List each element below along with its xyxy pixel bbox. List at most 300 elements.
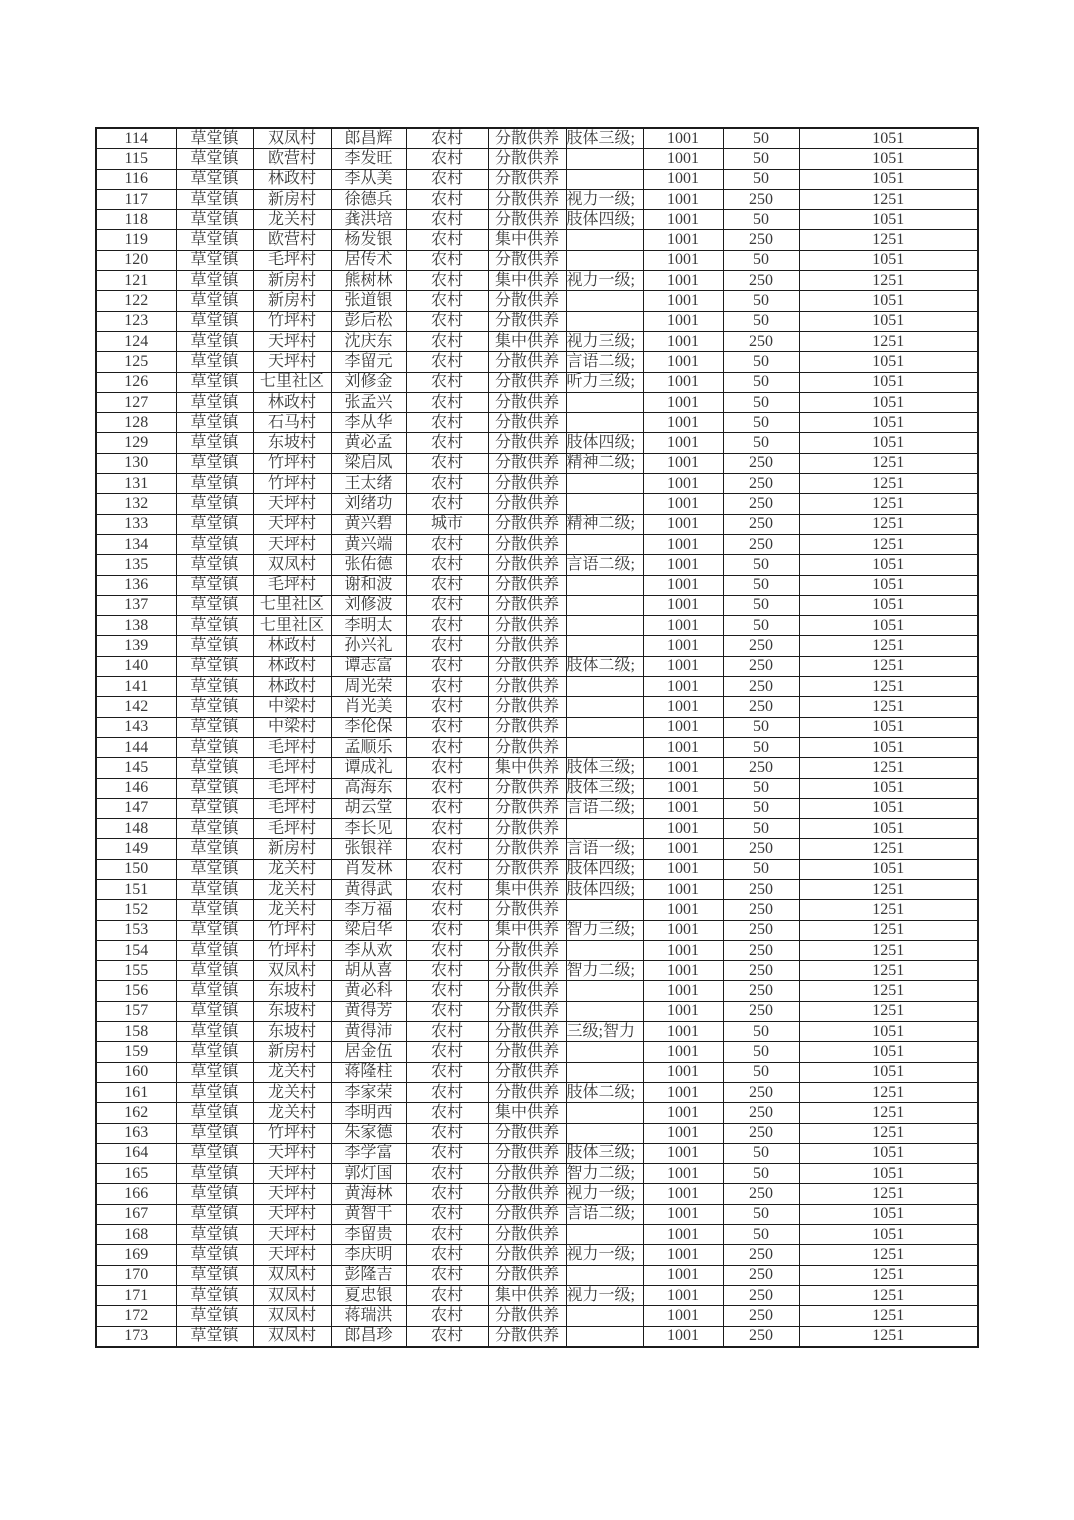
table-row [96, 1184, 978, 1204]
cell-disability: 肢体三级; [566, 128, 643, 149]
cell-disability [566, 311, 643, 331]
cell-person-name: 黄得芳 [331, 1001, 406, 1021]
cell-village: 龙关村 [253, 859, 331, 879]
cell-support-type: 分散供养 [488, 1062, 566, 1082]
cell-total: 1251 [799, 961, 978, 981]
cell-town: 草堂镇 [176, 1225, 253, 1245]
cell-base-amount: 1001 [643, 1042, 723, 1062]
cell-disability [566, 981, 643, 1001]
cell-support-type: 分散供养 [488, 575, 566, 595]
cell-person-name: 李明西 [331, 1103, 406, 1123]
cell-seq: 159 [96, 1042, 176, 1062]
cell-base-amount: 1001 [643, 291, 723, 311]
cell-subsidy: 250 [723, 900, 799, 920]
cell-area-type: 农村 [406, 1062, 488, 1082]
cell-base-amount: 1001 [643, 311, 723, 331]
cell-person-name: 孙兴礼 [331, 636, 406, 656]
cell-total: 1051 [799, 352, 978, 372]
cell-disability [566, 291, 643, 311]
cell-base-amount: 1001 [643, 352, 723, 372]
cell-village: 天坪村 [253, 514, 331, 534]
cell-support-type: 分散供养 [488, 1123, 566, 1143]
cell-person-name: 彭后松 [331, 311, 406, 331]
cell-disability [566, 1001, 643, 1021]
table-row [96, 1143, 978, 1163]
table-row [96, 677, 978, 697]
cell-town: 草堂镇 [176, 230, 253, 250]
cell-total: 1051 [799, 210, 978, 230]
cell-subsidy: 250 [723, 758, 799, 778]
cell-base-amount: 1001 [643, 392, 723, 412]
cell-support-type: 分散供养 [488, 737, 566, 757]
cell-base-amount: 1001 [643, 900, 723, 920]
cell-subsidy: 250 [723, 230, 799, 250]
cell-village: 天坪村 [253, 1225, 331, 1245]
table-row [96, 656, 978, 676]
cell-person-name: 刘绪功 [331, 494, 406, 514]
cell-area-type: 农村 [406, 859, 488, 879]
cell-area-type: 农村 [406, 271, 488, 291]
cell-area-type: 农村 [406, 1265, 488, 1285]
cell-village: 天坪村 [253, 331, 331, 351]
cell-area-type: 农村 [406, 1204, 488, 1224]
cell-town: 草堂镇 [176, 839, 253, 859]
cell-village: 竹坪村 [253, 474, 331, 494]
cell-village: 毛坪村 [253, 798, 331, 818]
cell-area-type: 农村 [406, 677, 488, 697]
cell-support-type: 分散供养 [488, 961, 566, 981]
cell-total: 1251 [799, 1082, 978, 1102]
cell-seq: 158 [96, 1022, 176, 1042]
cell-subsidy: 250 [723, 1184, 799, 1204]
cell-person-name: 高海东 [331, 778, 406, 798]
cell-total: 1251 [799, 1326, 978, 1347]
cell-disability [566, 1103, 643, 1123]
cell-person-name: 居传术 [331, 250, 406, 270]
cell-disability: 言语二级; [566, 352, 643, 372]
cell-subsidy: 250 [723, 920, 799, 940]
cell-town: 草堂镇 [176, 555, 253, 575]
cell-subsidy: 250 [723, 1123, 799, 1143]
cell-person-name: 黄兴端 [331, 534, 406, 554]
cell-person-name: 梁启凤 [331, 453, 406, 473]
table-row [96, 1285, 978, 1305]
cell-town: 草堂镇 [176, 778, 253, 798]
cell-town: 草堂镇 [176, 595, 253, 615]
cell-town: 草堂镇 [176, 534, 253, 554]
cell-village: 竹坪村 [253, 453, 331, 473]
cell-base-amount: 1001 [643, 230, 723, 250]
cell-village: 竹坪村 [253, 940, 331, 960]
cell-total: 1251 [799, 474, 978, 494]
cell-village: 双凤村 [253, 555, 331, 575]
cell-support-type: 分散供养 [488, 555, 566, 575]
cell-person-name: 李明太 [331, 616, 406, 636]
cell-support-type: 分散供养 [488, 1143, 566, 1163]
cell-person-name: 李伦保 [331, 717, 406, 737]
cell-person-name: 蒋隆柱 [331, 1062, 406, 1082]
cell-subsidy: 50 [723, 169, 799, 189]
cell-subsidy: 250 [723, 1245, 799, 1265]
cell-total: 1051 [799, 433, 978, 453]
cell-seq: 170 [96, 1265, 176, 1285]
cell-village: 新房村 [253, 189, 331, 209]
cell-disability: 肢体四级; [566, 859, 643, 879]
cell-seq: 134 [96, 534, 176, 554]
cell-subsidy: 250 [723, 1082, 799, 1102]
cell-town: 草堂镇 [176, 413, 253, 433]
cell-town: 草堂镇 [176, 1022, 253, 1042]
cell-area-type: 农村 [406, 697, 488, 717]
cell-area-type: 农村 [406, 920, 488, 940]
cell-disability: 视力三级; [566, 331, 643, 351]
cell-village: 龙关村 [253, 210, 331, 230]
table-row [96, 474, 978, 494]
cell-base-amount: 1001 [643, 778, 723, 798]
cell-support-type: 分散供养 [488, 534, 566, 554]
cell-base-amount: 1001 [643, 575, 723, 595]
table-row [96, 1103, 978, 1123]
cell-person-name: 黄必科 [331, 981, 406, 1001]
cell-seq: 152 [96, 900, 176, 920]
cell-town: 草堂镇 [176, 677, 253, 697]
cell-base-amount: 1001 [643, 798, 723, 818]
cell-subsidy: 250 [723, 1265, 799, 1285]
cell-area-type: 农村 [406, 1082, 488, 1102]
cell-disability [566, 1326, 643, 1347]
cell-town: 草堂镇 [176, 1001, 253, 1021]
cell-total: 1251 [799, 656, 978, 676]
cell-support-type: 分散供养 [488, 1001, 566, 1021]
cell-total: 1051 [799, 616, 978, 636]
table-row [96, 534, 978, 554]
cell-total: 1251 [799, 1265, 978, 1285]
cell-person-name: 居金伍 [331, 1042, 406, 1062]
cell-support-type: 分散供养 [488, 1245, 566, 1265]
table-row [96, 839, 978, 859]
cell-base-amount: 1001 [643, 169, 723, 189]
table-row [96, 1123, 978, 1143]
cell-seq: 127 [96, 392, 176, 412]
cell-area-type: 农村 [406, 331, 488, 351]
cell-base-amount: 1001 [643, 1265, 723, 1285]
cell-support-type: 分散供养 [488, 1326, 566, 1347]
cell-seq: 162 [96, 1103, 176, 1123]
cell-subsidy: 50 [723, 128, 799, 149]
cell-support-type: 分散供养 [488, 1204, 566, 1224]
cell-village: 石马村 [253, 413, 331, 433]
cell-village: 天坪村 [253, 494, 331, 514]
cell-area-type: 农村 [406, 392, 488, 412]
cell-seq: 141 [96, 677, 176, 697]
cell-disability [566, 1062, 643, 1082]
cell-total: 1051 [799, 149, 978, 169]
table-row [96, 595, 978, 615]
cell-person-name: 张佑德 [331, 555, 406, 575]
cell-disability [566, 575, 643, 595]
cell-seq: 155 [96, 961, 176, 981]
cell-person-name: 黄兴碧 [331, 514, 406, 534]
cell-village: 双凤村 [253, 128, 331, 149]
cell-seq: 171 [96, 1285, 176, 1305]
cell-base-amount: 1001 [643, 677, 723, 697]
cell-town: 草堂镇 [176, 1123, 253, 1143]
cell-base-amount: 1001 [643, 839, 723, 859]
cell-base-amount: 1001 [643, 189, 723, 209]
cell-total: 1051 [799, 1164, 978, 1184]
cell-support-type: 分散供养 [488, 128, 566, 149]
cell-support-type: 分散供养 [488, 392, 566, 412]
cell-town: 草堂镇 [176, 1164, 253, 1184]
cell-village: 天坪村 [253, 1204, 331, 1224]
cell-seq: 123 [96, 311, 176, 331]
cell-disability [566, 1042, 643, 1062]
cell-subsidy: 250 [723, 981, 799, 1001]
cell-area-type: 农村 [406, 981, 488, 1001]
cell-village: 天坪村 [253, 1245, 331, 1265]
cell-area-type: 农村 [406, 1143, 488, 1163]
cell-person-name: 李从华 [331, 413, 406, 433]
cell-area-type: 农村 [406, 758, 488, 778]
cell-town: 草堂镇 [176, 819, 253, 839]
cell-village: 七里社区 [253, 372, 331, 392]
cell-disability: 肢体四级; [566, 433, 643, 453]
cell-village: 竹坪村 [253, 920, 331, 940]
cell-total: 1051 [799, 1143, 978, 1163]
cell-base-amount: 1001 [643, 210, 723, 230]
cell-total: 1051 [799, 1042, 978, 1062]
cell-total: 1051 [799, 575, 978, 595]
cell-area-type: 农村 [406, 798, 488, 818]
table-row [96, 433, 978, 453]
table-row [96, 1225, 978, 1245]
cell-town: 草堂镇 [176, 1285, 253, 1305]
cell-area-type: 农村 [406, 1326, 488, 1347]
cell-village: 东坡村 [253, 1001, 331, 1021]
cell-area-type: 农村 [406, 839, 488, 859]
cell-area-type: 农村 [406, 291, 488, 311]
cell-total: 1051 [799, 737, 978, 757]
cell-support-type: 集中供养 [488, 271, 566, 291]
cell-support-type: 分散供养 [488, 656, 566, 676]
cell-area-type: 农村 [406, 1306, 488, 1326]
cell-total: 1051 [799, 798, 978, 818]
cell-area-type: 农村 [406, 1184, 488, 1204]
cell-subsidy: 250 [723, 677, 799, 697]
cell-seq: 132 [96, 494, 176, 514]
cell-subsidy: 50 [723, 1042, 799, 1062]
cell-total: 1051 [799, 291, 978, 311]
cell-seq: 136 [96, 575, 176, 595]
cell-area-type: 农村 [406, 413, 488, 433]
cell-total: 1051 [799, 413, 978, 433]
cell-support-type: 分散供养 [488, 189, 566, 209]
cell-village: 双凤村 [253, 1326, 331, 1347]
cell-village: 七里社区 [253, 595, 331, 615]
table-row [96, 331, 978, 351]
cell-disability: 精神二级; [566, 514, 643, 534]
cell-support-type: 分散供养 [488, 250, 566, 270]
cell-disability [566, 474, 643, 494]
cell-support-type: 分散供养 [488, 616, 566, 636]
cell-town: 草堂镇 [176, 1062, 253, 1082]
cell-seq: 157 [96, 1001, 176, 1021]
cell-subsidy: 50 [723, 717, 799, 737]
cell-support-type: 分散供养 [488, 1082, 566, 1102]
cell-seq: 161 [96, 1082, 176, 1102]
cell-village: 双凤村 [253, 1306, 331, 1326]
cell-town: 草堂镇 [176, 900, 253, 920]
cell-subsidy: 50 [723, 737, 799, 757]
cell-support-type: 分散供养 [488, 940, 566, 960]
cell-seq: 145 [96, 758, 176, 778]
cell-subsidy: 50 [723, 595, 799, 615]
cell-base-amount: 1001 [643, 819, 723, 839]
cell-area-type: 农村 [406, 1022, 488, 1042]
cell-subsidy: 250 [723, 879, 799, 899]
cell-town: 草堂镇 [176, 474, 253, 494]
cell-base-amount: 1001 [643, 616, 723, 636]
cell-village: 新房村 [253, 839, 331, 859]
cell-person-name: 刘修金 [331, 372, 406, 392]
cell-village: 林政村 [253, 656, 331, 676]
table-row [96, 189, 978, 209]
cell-total: 1051 [799, 250, 978, 270]
cell-total: 1251 [799, 900, 978, 920]
cell-area-type: 农村 [406, 149, 488, 169]
cell-base-amount: 1001 [643, 1326, 723, 1347]
cell-disability: 肢体三级; [566, 778, 643, 798]
cell-disability: 肢体二级; [566, 656, 643, 676]
cell-disability: 言语二级; [566, 798, 643, 818]
cell-person-name: 黄海林 [331, 1184, 406, 1204]
cell-seq: 148 [96, 819, 176, 839]
table-body [96, 128, 978, 1347]
cell-subsidy: 50 [723, 616, 799, 636]
cell-person-name: 黄智干 [331, 1204, 406, 1224]
cell-area-type: 农村 [406, 534, 488, 554]
cell-village: 东坡村 [253, 433, 331, 453]
cell-base-amount: 1001 [643, 433, 723, 453]
cell-person-name: 李学富 [331, 1143, 406, 1163]
cell-support-type: 分散供养 [488, 1042, 566, 1062]
cell-subsidy: 250 [723, 697, 799, 717]
cell-town: 草堂镇 [176, 961, 253, 981]
cell-person-name: 黄必孟 [331, 433, 406, 453]
cell-seq: 143 [96, 717, 176, 737]
cell-person-name: 沈庆东 [331, 331, 406, 351]
cell-base-amount: 1001 [643, 128, 723, 149]
cell-village: 天坪村 [253, 1143, 331, 1163]
cell-subsidy: 50 [723, 859, 799, 879]
cell-town: 草堂镇 [176, 1103, 253, 1123]
cell-total: 1251 [799, 230, 978, 250]
cell-subsidy: 50 [723, 433, 799, 453]
cell-person-name: 张银祥 [331, 839, 406, 859]
cell-person-name: 龚洪培 [331, 210, 406, 230]
cell-person-name: 杨发银 [331, 230, 406, 250]
cell-seq: 168 [96, 1225, 176, 1245]
cell-seq: 124 [96, 331, 176, 351]
cell-total: 1051 [799, 1062, 978, 1082]
cell-seq: 144 [96, 737, 176, 757]
cell-total: 1251 [799, 981, 978, 1001]
cell-seq: 125 [96, 352, 176, 372]
cell-village: 东坡村 [253, 981, 331, 1001]
cell-support-type: 分散供养 [488, 352, 566, 372]
cell-subsidy: 250 [723, 1001, 799, 1021]
cell-total: 1251 [799, 1184, 978, 1204]
cell-area-type: 农村 [406, 189, 488, 209]
cell-area-type: 农村 [406, 230, 488, 250]
cell-subsidy: 250 [723, 1103, 799, 1123]
cell-person-name: 胡云堂 [331, 798, 406, 818]
cell-town: 草堂镇 [176, 210, 253, 230]
cell-area-type: 农村 [406, 494, 488, 514]
cell-seq: 131 [96, 474, 176, 494]
cell-support-type: 分散供养 [488, 697, 566, 717]
cell-base-amount: 1001 [643, 1164, 723, 1184]
cell-town: 草堂镇 [176, 940, 253, 960]
cell-village: 龙关村 [253, 900, 331, 920]
cell-subsidy: 250 [723, 474, 799, 494]
table-row [96, 981, 978, 1001]
cell-town: 草堂镇 [176, 697, 253, 717]
cell-total: 1251 [799, 677, 978, 697]
table-row [96, 778, 978, 798]
cell-support-type: 集中供养 [488, 879, 566, 899]
cell-total: 1251 [799, 271, 978, 291]
table-row [96, 1082, 978, 1102]
cell-support-type: 分散供养 [488, 1184, 566, 1204]
cell-person-name: 郎昌辉 [331, 128, 406, 149]
cell-seq: 173 [96, 1326, 176, 1347]
cell-person-name: 李从欢 [331, 940, 406, 960]
cell-seq: 130 [96, 453, 176, 473]
cell-village: 欧营村 [253, 230, 331, 250]
cell-total: 1251 [799, 839, 978, 859]
cell-person-name: 肖光美 [331, 697, 406, 717]
table-row [96, 352, 978, 372]
cell-area-type: 农村 [406, 372, 488, 392]
cell-person-name: 胡从喜 [331, 961, 406, 981]
cell-disability: 智力二级; [566, 1164, 643, 1184]
table-row [96, 230, 978, 250]
cell-seq: 129 [96, 433, 176, 453]
cell-seq: 169 [96, 1245, 176, 1265]
table-row [96, 169, 978, 189]
cell-disability [566, 737, 643, 757]
cell-disability: 视力一级; [566, 1184, 643, 1204]
table-row [96, 291, 978, 311]
cell-total: 1051 [799, 1225, 978, 1245]
cell-town: 草堂镇 [176, 149, 253, 169]
cell-subsidy: 250 [723, 839, 799, 859]
cell-subsidy: 250 [723, 331, 799, 351]
cell-disability: 视力一级; [566, 1285, 643, 1305]
cell-disability [566, 392, 643, 412]
cell-subsidy: 50 [723, 413, 799, 433]
table-row [96, 149, 978, 169]
cell-seq: 138 [96, 616, 176, 636]
cell-town: 草堂镇 [176, 372, 253, 392]
cell-town: 草堂镇 [176, 392, 253, 412]
cell-support-type: 分散供养 [488, 169, 566, 189]
cell-seq: 126 [96, 372, 176, 392]
table-row [96, 575, 978, 595]
cell-total: 1251 [799, 453, 978, 473]
table-row [96, 250, 978, 270]
